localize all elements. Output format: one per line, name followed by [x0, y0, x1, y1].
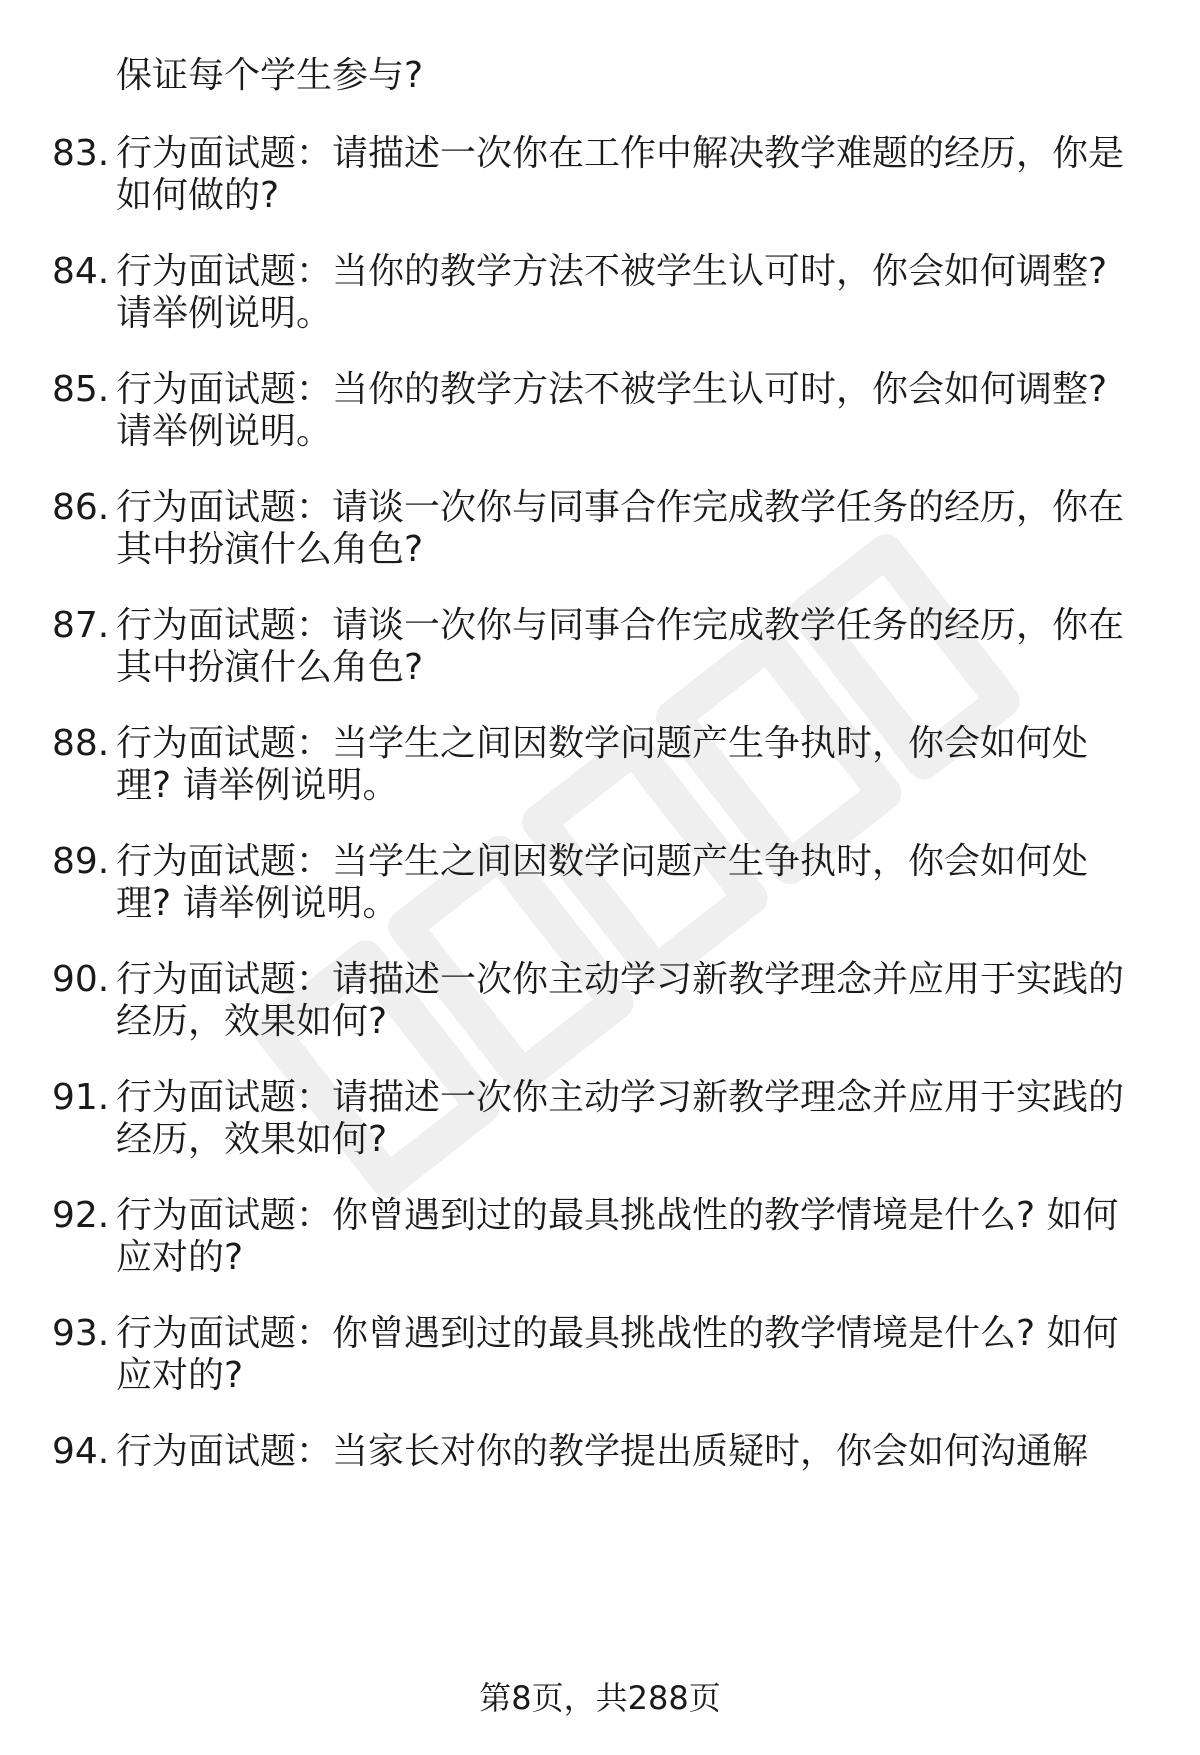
- item-number: 86.: [52, 487, 110, 528]
- item-text-line: 行为面试题：当学生之间因数学问题产生争执时，你会如何处: [116, 723, 1089, 764]
- item-text-line: 其中扮演什么角色?: [116, 647, 424, 688]
- item-text-line: 行为面试题：当你的教学方法不被学生认可时，你会如何调整?: [116, 369, 1108, 410]
- item-text-line: 行为面试题：请描述一次你主动学习新教学理念并应用于实践的: [116, 959, 1125, 1000]
- item-text-line: 请举例说明。: [116, 411, 333, 452]
- item-number: 89.: [52, 841, 110, 882]
- item-text-line: 行为面试题：当家长对你的教学提出质疑时，你会如何沟通解: [116, 1431, 1089, 1472]
- item-text-line: 行为面试题：请谈一次你与同事合作完成教学任务的经历，你在: [116, 487, 1125, 528]
- item-text-line: 行为面试题：你曾遇到过的最具挑战性的教学情境是什么? 如何: [116, 1195, 1119, 1236]
- item-text-line: 行为面试题：请谈一次你与同事合作完成教学任务的经历，你在: [116, 605, 1125, 646]
- item-text-line: 行为面试题：当学生之间因数学问题产生争执时，你会如何处: [116, 841, 1089, 882]
- item-number: 85.: [52, 369, 110, 410]
- item-text-line: 行为面试题：请描述一次你主动学习新教学理念并应用于实践的: [116, 1077, 1125, 1118]
- item-text-line: 请举例说明。: [116, 293, 333, 334]
- item-number: 88.: [52, 723, 110, 764]
- item-text-line: 经历，效果如何?: [116, 1001, 388, 1042]
- item-number: 90.: [52, 959, 110, 1000]
- item-text-line: 经历，效果如何?: [116, 1119, 388, 1160]
- item-text-line: 行为面试题：你曾遇到过的最具挑战性的教学情境是什么? 如何: [116, 1313, 1119, 1354]
- item-number: 93.: [52, 1313, 110, 1354]
- item-number: 91.: [52, 1077, 110, 1118]
- item-text-line: 理? 请举例说明。: [116, 883, 399, 924]
- item-text-line: 其中扮演什么角色?: [116, 529, 424, 570]
- item-text-line: 理? 请举例说明。: [116, 765, 399, 806]
- item-number: 92.: [52, 1195, 110, 1236]
- item-text-line: 应对的?: [116, 1355, 244, 1396]
- item-number: 87.: [52, 605, 110, 646]
- item-text-line: 应对的?: [116, 1237, 244, 1278]
- page-footer: 第8页，共288页: [479, 1679, 721, 1717]
- item-text-line: 如何做的?: [116, 175, 280, 216]
- item-number: 94.: [52, 1431, 110, 1472]
- item-text-line: 行为面试题：请描述一次你在工作中解决教学难题的经历，你是: [116, 133, 1125, 174]
- continuation-line: 保证每个学生参与?: [116, 55, 424, 96]
- item-number: 83.: [52, 133, 110, 174]
- item-number: 84.: [52, 251, 110, 292]
- item-text-line: 行为面试题：当你的教学方法不被学生认可时，你会如何调整?: [116, 251, 1108, 292]
